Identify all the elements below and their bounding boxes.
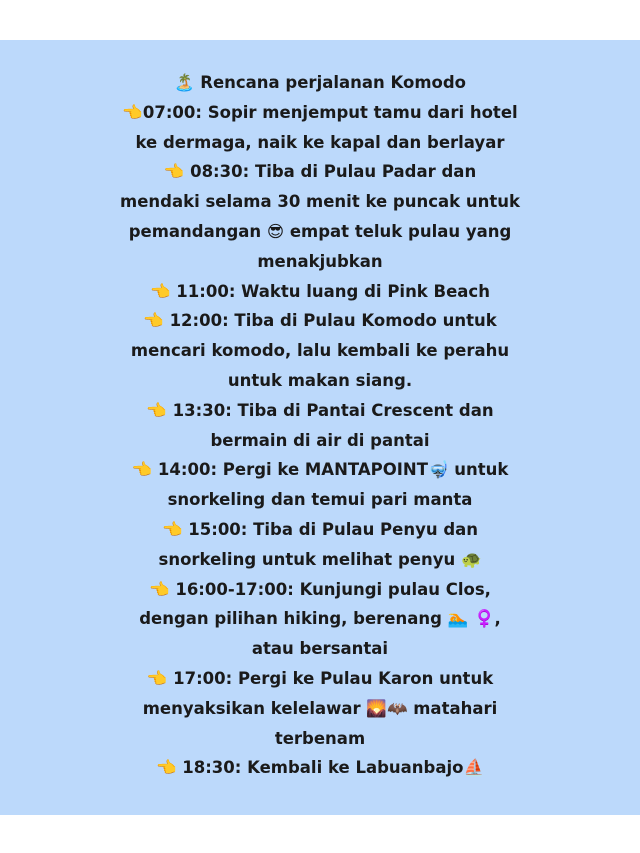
itinerary-line: 👈07:00: Sopir menjemput tamu dari hotel (122, 102, 518, 122)
itinerary-line: 👈 14:00: Pergi ke MANTAPOINT🤿 untuk (131, 460, 509, 480)
itinerary-line: snorkeling dan temui pari manta (167, 490, 473, 510)
itinerary-text (0, 68, 640, 783)
itinerary-line: 👈 17:00: Pergi ke Pulau Karon untuk (146, 668, 494, 688)
itinerary-line: 👈 08:30: Tiba di Pulau Padar dan (163, 162, 477, 182)
itinerary-line: 👈 11:00: Waktu luang di Pink Beach (150, 281, 490, 301)
itinerary-line: dengan pilihan hiking, berenang 🏊 ♀️, (139, 609, 501, 629)
itinerary-line: ke dermaga, naik ke kapal dan berlayar (135, 132, 505, 152)
itinerary-line: 👈 12:00: Tiba di Pulau Komodo untuk (143, 311, 497, 331)
itinerary-line: menakjubkan (257, 251, 383, 271)
itinerary-line: mencari komodo, lalu kembali ke perahu (130, 341, 510, 361)
itinerary-line: atau bersantai (251, 639, 389, 659)
itinerary-line: pemandangan 😎 empat teluk pulau yang (128, 221, 512, 241)
itinerary-line: 👈 15:00: Tiba di Pulau Penyu dan (161, 519, 479, 539)
itinerary-line: 👈 16:00-17:00: Kunjungi pulau Clos, (149, 579, 491, 599)
itinerary-line: 👈 18:30: Kembali ke Labuanbajo⛵ (155, 758, 485, 778)
itinerary-title: 🏝️ Rencana perjalanan Komodo (173, 73, 467, 92)
itinerary-line: snorkeling untuk melihat penyu 🐢 (158, 549, 482, 569)
itinerary-line: terbenam (274, 728, 366, 748)
itinerary-line: menyaksikan kelelawar 🌄🦇 matahari (142, 698, 498, 718)
itinerary-line: bermain di air di pantai (210, 430, 430, 450)
itinerary-line: mendaki selama 30 menit ke puncak untuk (120, 192, 520, 212)
itinerary-line: untuk makan siang. (227, 370, 413, 390)
itinerary-line: 👈 13:30: Tiba di Pantai Crescent dan (146, 400, 494, 420)
